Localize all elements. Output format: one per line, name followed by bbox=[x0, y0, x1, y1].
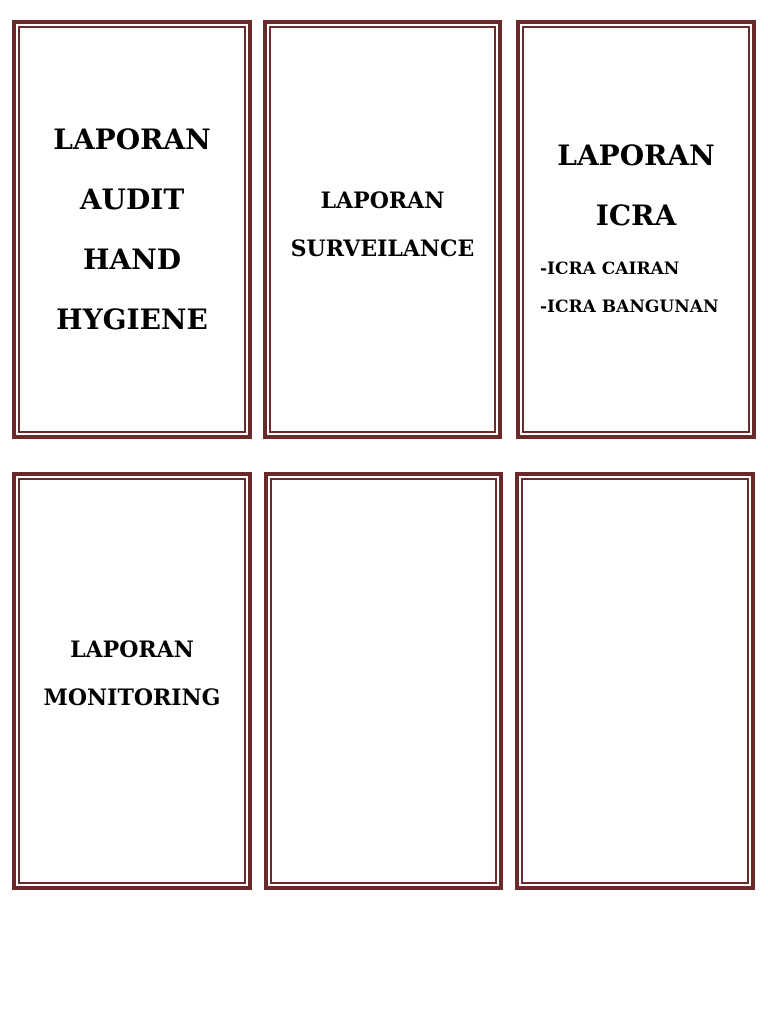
card-title-line: HAND bbox=[82, 242, 182, 276]
card-inner-frame bbox=[521, 478, 749, 884]
card-title-line: LAPORAN bbox=[70, 637, 194, 663]
icra-sub-item: -ICRA CAIRAN bbox=[540, 259, 680, 279]
card-title-line: MONITORING bbox=[43, 685, 221, 711]
card-title-line: HYGIENE bbox=[56, 302, 208, 336]
icra-sub-list bbox=[540, 250, 718, 326]
card-title-line: LAPORAN bbox=[557, 139, 715, 172]
card-title-line: LAPORAN bbox=[53, 122, 211, 156]
card-title-line: LAPORAN bbox=[320, 187, 445, 214]
card-inner-frame bbox=[269, 26, 496, 433]
card-inner-frame bbox=[522, 26, 750, 433]
card-title-line: SURVEILANCE bbox=[290, 235, 475, 262]
card-title-line: AUDIT bbox=[79, 182, 185, 216]
label-card-surveilance bbox=[263, 20, 502, 439]
card-inner-frame bbox=[270, 478, 497, 884]
label-card-empty bbox=[264, 472, 503, 890]
card-title-line: ICRA bbox=[595, 199, 677, 232]
icra-sub-item: -ICRA BANGUNAN bbox=[540, 297, 719, 317]
label-card-monitoring bbox=[12, 472, 252, 890]
label-card-audit-hand-hygiene bbox=[12, 20, 252, 439]
card-inner-frame bbox=[18, 478, 246, 884]
card-inner-frame bbox=[18, 26, 246, 433]
label-card-icra bbox=[516, 20, 756, 439]
label-card-empty bbox=[515, 472, 755, 890]
